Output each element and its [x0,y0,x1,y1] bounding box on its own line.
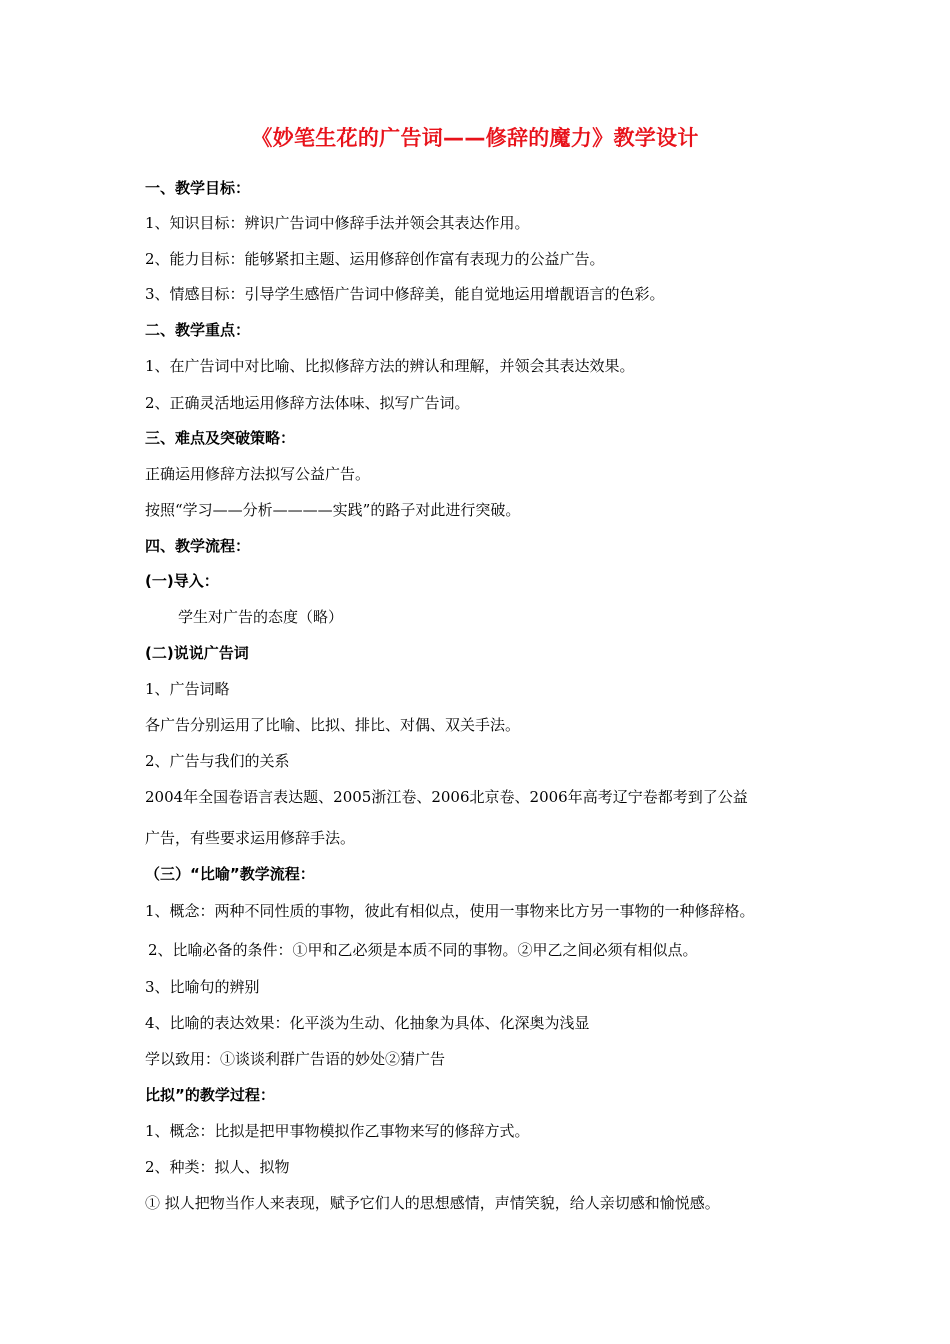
document-title: 《妙笔生花的广告词——修辞的魔力》教学设计 [251,126,699,150]
metaphor-effect: 4、比喻的表达效果：化平淡为生动、化抽象为具体、化深奥为浅显 [145,1014,590,1032]
subheading-personification: 比拟”的教学过程： [145,1086,275,1104]
key-point-1: 1、在广告词中对比喻、比拟修辞方法的辨认和理解，并领会其表达效果。 [145,357,635,375]
metaphor-concept: 1、概念：两种不同性质的事物，彼此有相似点，使用一事物来比方另一事物的一种修辞格。 [145,902,755,920]
strategy-text: 按照“学习——分析————实践”的路子对此进行突破。 [145,501,521,519]
difficulty-text: 正确运用修辞方法拟写公益广告。 [145,465,371,483]
section-heading-objectives: 一、教学目标： [145,179,251,197]
subheading-ad-words: (二)说说广告词 [145,644,249,662]
ad-words-techniques: 各广告分别运用了比喻、比拟、排比、对偶、双关手法。 [145,716,521,734]
section-heading-key-points: 二、教学重点： [145,321,251,339]
ad-words-item-1: 1、广告词略 [145,680,230,698]
objective-emotion: 3、情感目标：引导学生感悟广告词中修辞美，能自觉地运用增靓语言的色彩。 [145,285,665,303]
personification-concept: 1、概念：比拟是把甲事物模拟作乙事物来写的修辞方式。 [145,1122,530,1140]
subheading-metaphor: （三）“比喻”教学流程： [145,865,315,883]
exam-reference-line-1: 2004年全国卷语言表达题、2005浙江卷、2006北京卷、2006年高考辽宁卷都考到了公益 [145,788,748,806]
exam-reference-line-2: 广告，有些要求运用修辞手法。 [145,829,356,847]
key-point-2: 2、正确灵活地运用修辞方法体味、拟写广告词。 [145,394,470,412]
metaphor-conditions: 2、比喻必备的条件：①甲和乙必须是本质不同的事物。②甲乙之间必须有相似点。 [148,941,698,959]
subheading-intro: (一)导入： [145,572,219,590]
objective-knowledge: 1、知识目标：辨识广告词中修辞手法并领会其表达作用。 [145,214,530,232]
intro-text: 学生对广告的态度（略） [178,608,344,626]
section-heading-process: 四、教学流程： [145,537,251,555]
metaphor-identification: 3、比喻句的辨别 [145,978,260,996]
objective-ability: 2、能力目标：能够紧扣主题、运用修辞创作富有表现力的公益广告。 [145,250,605,268]
personification-types: 2、种类：拟人、拟物 [145,1158,290,1176]
metaphor-practice: 学以致用：①谈谈利群广告语的妙处②猜广告 [145,1050,446,1068]
personification-detail: ① 拟人把物当作人来表现，赋予它们人的思想感情，声情笑貌，给人亲切感和愉悦感。 [145,1194,720,1212]
section-heading-difficulties: 三、难点及突破策略： [145,429,296,447]
ad-words-item-2: 2、广告与我们的关系 [145,752,290,770]
